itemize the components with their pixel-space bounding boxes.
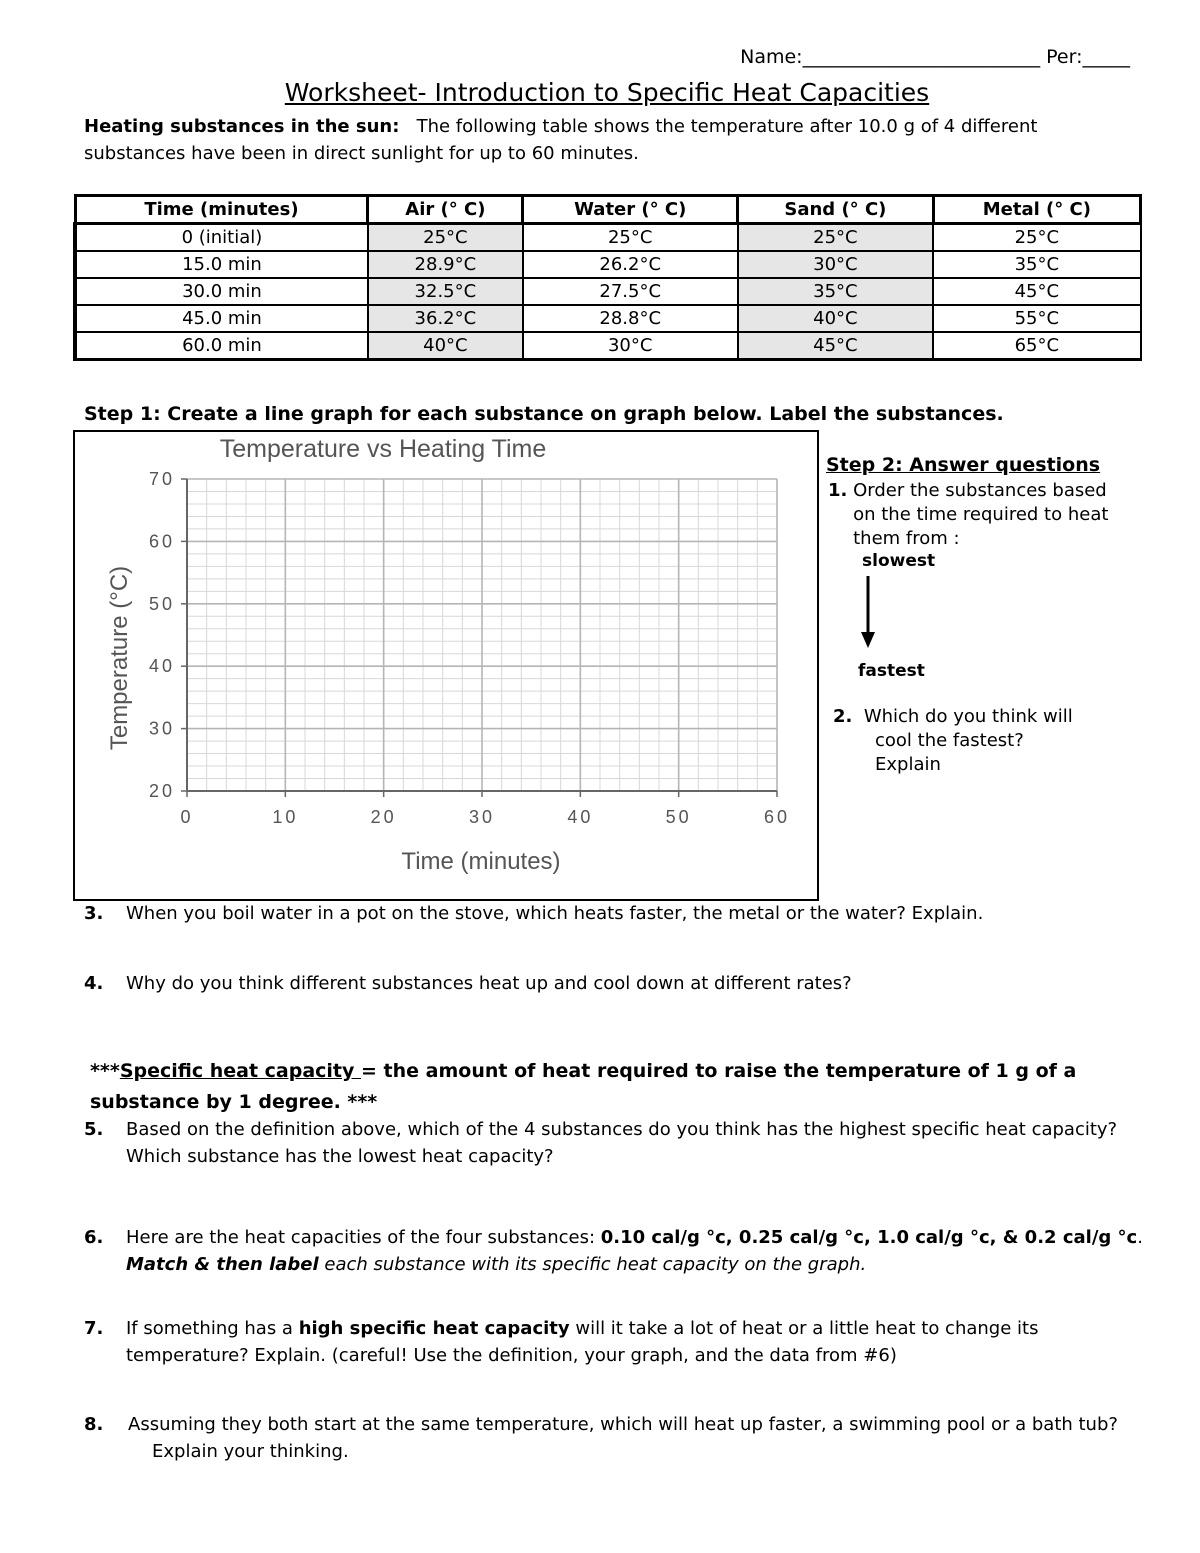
table-row [75, 251, 1141, 278]
q4-text: Why do you think different substances heat up and cool down at different rates? [126, 973, 852, 994]
q7-bold: high specific heat capacity [298, 1318, 570, 1339]
table-cell: 45°C [738, 332, 934, 360]
per-label: Per: [1046, 46, 1083, 68]
q6-values: 0.10 cal/g °c, 0.25 cal/g °c, 1.0 cal/g °c, & 0.2 cal/g °c [600, 1227, 1138, 1248]
question-5 [84, 1116, 1154, 1170]
definition-term: Specific heat capacity [119, 1060, 362, 1082]
table-cell: 35°C [933, 251, 1140, 278]
question-4 [84, 970, 1154, 997]
q8-number: 8. [84, 1414, 104, 1435]
question-3 [84, 900, 1154, 927]
table-header-sand: Sand (° C) [738, 196, 934, 224]
name-label: Name: [740, 46, 803, 68]
q8-line2: Explain your thinking. [152, 1441, 349, 1462]
table-cell: 30°C [523, 332, 738, 360]
table-cell: 27.5°C [523, 278, 738, 305]
q5-text: Based on the definition above, which of the 4 substances do you think has the highest specific heat capacity? Which substance has the lowest heat capacity? [126, 1119, 1118, 1167]
q1-number: 1. [828, 480, 848, 501]
table-cell: 40°C [368, 332, 523, 360]
q6-dot: . [1137, 1227, 1143, 1248]
intro-text: The following table shows the temperature after 10.0 g of 4 different substances have been in direct sunlight for up to 60 minutes. [84, 116, 1038, 164]
table-cell: 45.0 min [75, 305, 368, 332]
x-tick-label: 0 [180, 807, 194, 827]
q4-number: 4. [84, 973, 104, 994]
table-header-metal: Metal (° C) [933, 196, 1140, 224]
q7-number: 7. [84, 1318, 104, 1339]
chart-ylabel: Temperature (°C) [106, 565, 133, 751]
table-header-time: Time (minutes) [75, 196, 368, 224]
step1-instruction: Step 1: Create a line graph for each substance on graph below. Label the substances. [84, 403, 1004, 425]
table-row [75, 305, 1141, 332]
chart-title: Temperature vs Heating Time [219, 435, 547, 463]
q7-post: will it take a lot of heat or a little heat to change its temperature? Explain. (careful! Use the definition, your graph, and the data from #6) [126, 1318, 1039, 1366]
q2-line3: Explain [875, 754, 941, 775]
table-cell: 55°C [933, 305, 1140, 332]
y-tick-label: 50 [148, 593, 175, 614]
table-cell: 28.9°C [368, 251, 523, 278]
name-per-line [0, 46, 1130, 68]
table-cell: 26.2°C [523, 251, 738, 278]
per-blank[interactable]: _____ [1082, 46, 1130, 68]
table-header-water: Water (° C) [523, 196, 738, 224]
y-tick-label: 40 [148, 656, 175, 677]
q8-line1: Assuming they both start at the same temperature, which will heat up faster, a swimming pool or a bath tub? [128, 1414, 1118, 1435]
table-cell: 32.5°C [368, 278, 523, 305]
question-1 [828, 479, 1148, 551]
table-row [75, 278, 1141, 305]
definition-stars: *** [90, 1060, 120, 1082]
x-tick-label: 10 [272, 807, 299, 827]
fastest-label: fastest [858, 661, 925, 681]
table-cell: 25°C [368, 224, 523, 252]
q3-text: When you boil water in a pot on the stove, which heats faster, the metal or the water? Explain. [126, 903, 984, 924]
table-row [75, 224, 1141, 252]
table-cell: 0 (initial) [75, 224, 368, 252]
step2-heading: Step 2: Answer questions [826, 454, 1101, 476]
table-cell: 30°C [738, 251, 934, 278]
y-tick-label: 60 [148, 531, 175, 552]
table-cell: 15.0 min [75, 251, 368, 278]
table-cell: 28.8°C [523, 305, 738, 332]
q2-line1: Which do you think will [863, 706, 1073, 727]
y-tick-label: 30 [148, 718, 175, 739]
q6-text [126, 1224, 1154, 1278]
question-8 [84, 1411, 1154, 1465]
page-title: Worksheet- Introduction to Specific Heat Capacities [284, 78, 930, 107]
table-cell: 25°C [738, 224, 934, 252]
intro-lead: Heating substances in the sun: [84, 116, 400, 137]
table-cell: 30.0 min [75, 278, 368, 305]
q2-line2: cool the fastest? [875, 730, 1024, 751]
down-arrow-icon [858, 574, 880, 650]
q5-number: 5. [84, 1119, 104, 1140]
q6-bold-italic: Match & then label [126, 1254, 319, 1275]
y-tick-label: 70 [148, 469, 175, 489]
q1-text: Order the substances based on the time required to heat them from : [853, 480, 1109, 549]
q7-pre: If something has a [126, 1318, 299, 1339]
definition-text: = the amount of heat required to raise the temperature of 1 g of a substance by 1 degree. *** [90, 1060, 1077, 1113]
q7-text [126, 1315, 1154, 1369]
table-cell: 65°C [933, 332, 1140, 360]
x-tick-label: 20 [370, 807, 397, 827]
table-cell: 45°C [933, 278, 1140, 305]
graph-box[interactable] [73, 430, 819, 901]
y-tick-label: 20 [148, 781, 175, 801]
q6-italic: each substance with its specific heat capacity on the graph. [318, 1254, 867, 1275]
intro-paragraph [84, 113, 1134, 167]
x-tick-label: 40 [567, 807, 594, 827]
q2-number: 2. [833, 706, 853, 727]
x-tick-label: 50 [665, 807, 692, 827]
slowest-label: slowest [862, 551, 936, 571]
q3-number: 3. [84, 903, 104, 924]
table-cell: 35°C [738, 278, 934, 305]
x-tick-label: 30 [468, 807, 496, 827]
table-cell: 25°C [523, 224, 738, 252]
q6-pre: Here are the heat capacities of the four substances: [126, 1227, 601, 1248]
question-2 [833, 705, 1133, 777]
temperature-graph[interactable] [75, 432, 817, 899]
temperature-table [73, 194, 1142, 361]
question-6 [84, 1224, 1154, 1278]
specific-heat-definition [90, 1056, 1150, 1118]
name-blank[interactable]: _________________________ [802, 46, 1041, 68]
table-cell: 40°C [738, 305, 934, 332]
q6-number: 6. [84, 1227, 104, 1248]
question-7 [84, 1315, 1154, 1369]
x-tick-label: 60 [763, 807, 791, 827]
chart-xlabel: Time (minutes) [401, 848, 561, 875]
table-row [75, 332, 1141, 360]
table-header-row [75, 196, 1141, 224]
table-header-air: Air (° C) [368, 196, 523, 224]
table-cell: 60.0 min [75, 332, 368, 360]
table-cell: 25°C [933, 224, 1140, 252]
table-cell: 36.2°C [368, 305, 523, 332]
